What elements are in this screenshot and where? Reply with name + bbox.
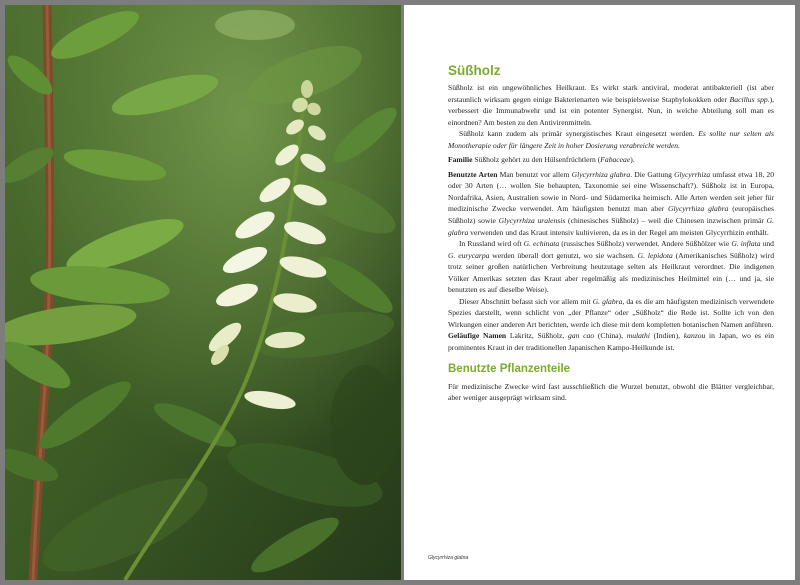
intro-paragraph-1: Süßholz ist ein ungewöhnliches Heilkraut. Es wirkt stark antiviral, moderat antibakteriell (ist aber erstaunlich wirksam gegen einige Bakterienarten wie beispielsweise Staphylokokken oder Bacillus spp.), verbessert die Immunabwehr und ist ein potenter Synergist. Nun, in welche Abteilung soll man es einordnen? Am besten zu den Antivirenmitteln. — [448, 83, 774, 127]
arten-label: Benutzte Arten — [448, 169, 498, 179]
abschnitt-paragraph: Dieser Abschnitt befasst sich vor allem mit G. glabra, da es die am häufigsten medizinisch verwendete Spezies darstellt, wenn schlicht von „der Pflanze“ oder „Süßholz“ die Rede ist. Sollte ich von den Wirkungen einer anderen Art berichten, werde ich diese mit dem kompletten botanischen Namen anführen. — [448, 296, 774, 329]
familie-paragraph: Familie Süßholz gehört zu den Hülsenfrüchtlern (Fabaceae). — [448, 155, 635, 165]
familie-label: Familie — [448, 155, 473, 165]
namen-label: Geläufige Namen — [448, 331, 507, 341]
article-title: Süßholz — [448, 63, 501, 78]
article-body — [448, 62, 774, 404]
arten-paragraph: Benutzte Arten Man benutzt vor allem Glycyrrhiza glabra. Die Gattung Glycyrrhiza umfasst etwa 18, 20 oder 30 Arten (… wollen Sie behaupten, Taxonomie sei eine Wissenschaft?). Süßholz ist in Europa, Nordafrika, Asien, Australien sowie in Nord- und Südamerika heimisch. Alle Arten werden seit jeher für medizinische Zwecke verwendet. Am häufigsten benutzt man aber Glycyrrhiza glabra (europäisches Süßholz) sowie Glycyrrhiza uralensis (chinesisches Süßholz) – weil die Chinesen inzwischen primär G. glabra verwenden und das Kraut intensiv kultivieren, da es in der Regel am meisten Glycyrrhizin enthält. — [448, 169, 774, 237]
text-page — [404, 5, 795, 580]
photo-page — [5, 5, 401, 580]
namen-paragraph: Geläufige Namen Lakritz, Süßholz, gan cao (China), mulathi (Indien), kanzou in Japan, wo es ein prominentes Kraut in der traditionellen Japanischen Kampo-Heilkunde ist. — [448, 331, 774, 353]
russland-paragraph: In Russland wird oft G. echinata (russisches Süßholz) verwendet. Andere Süßhölzer wie G. inflata und G. eurycarpa werden überall dort genutzt, wo sie wachsen. G. lepidota (Amerikanisches Süßholz) wird trotz seiner großen natürlichen Verbreitung heutzutage selten als Heilkraut verordnet. Die indigenen Völker Amerikas setzten das Kraut aber regelmäßig als medizinisches Heilmittel ein (… und ja, sie benutzten es auf dieselbe Weise). — [448, 239, 774, 295]
pflanzenteile-paragraph: Für medizinische Zwecke wird fast ausschließlich die Wurzel benutzt, obwohl die Blätter vergleichbar, aber weniger ausgeprägt wirksam sind. — [448, 381, 774, 403]
photo-caption: Glycyrrhiza glabra — [428, 555, 469, 561]
section-heading-pflanzenteile: Benutzte Pflanzenteile — [448, 362, 571, 375]
licorice-photo — [5, 5, 401, 580]
intro-paragraph-2: Süßholz kann zudem als primär synergistisches Kraut eingesetzt werden. Es sollte nur selten als Monotherapie oder für längere Zeit in hoher Dosierung verabreicht werden. — [448, 129, 774, 150]
